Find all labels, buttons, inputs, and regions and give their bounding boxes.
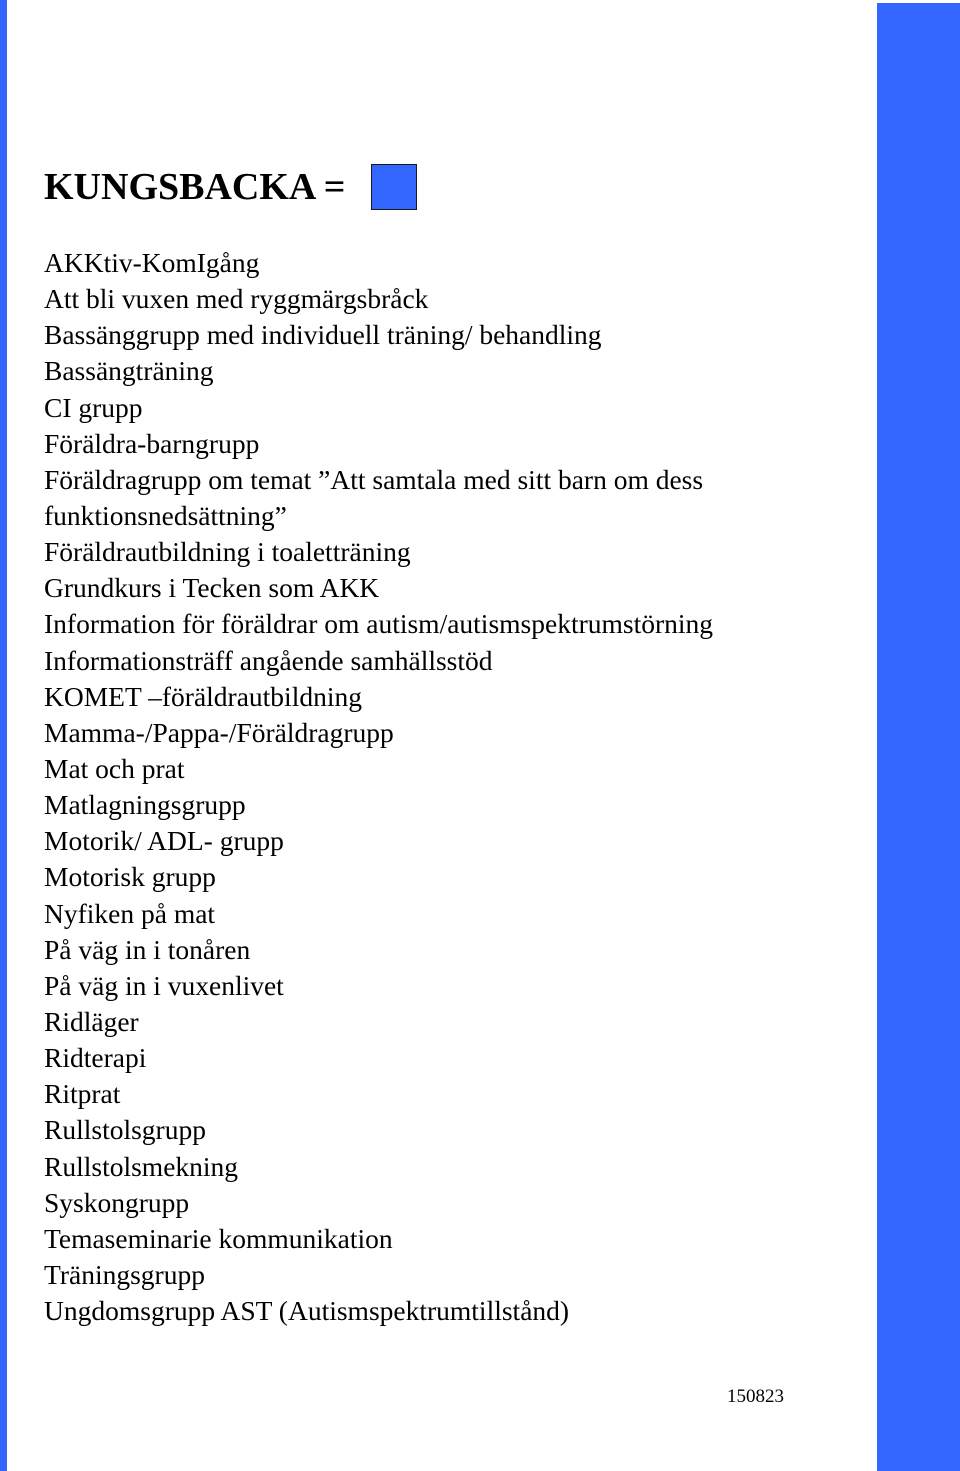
list-item: Information för föräldrar om autism/autismspektrumstörning <box>44 608 714 640</box>
list-item: Att bli vuxen med ryggmärgsbråck <box>44 283 429 315</box>
right-color-band <box>877 3 960 1471</box>
list-item: funktionsnedsättning” <box>44 499 287 531</box>
list-item: Bassängträning <box>44 355 214 387</box>
list-item: Nyfiken på mat <box>44 897 216 929</box>
list-item: Syskongrupp <box>44 1186 190 1218</box>
list-item: På väg in i tonåren <box>44 933 251 965</box>
list-item: Matlagningsgrupp <box>44 789 246 821</box>
document-code: 150823 <box>727 1386 784 1407</box>
list-item: Träningsgrupp <box>44 1258 205 1290</box>
legend-color-swatch <box>371 164 417 210</box>
title-row <box>44 162 417 212</box>
activity-list <box>44 245 713 1329</box>
list-item: Rullstolsmekning <box>44 1150 239 1182</box>
list-item: Temaseminarie kommunikation <box>44 1222 393 1254</box>
left-border-rule <box>0 0 7 1471</box>
list-item: Ridterapi <box>44 1042 147 1074</box>
list-item: Mat och prat <box>44 752 185 784</box>
list-item: Motorisk grupp <box>44 861 216 893</box>
list-item: Grundkurs i Tecken som AKK <box>44 572 380 604</box>
list-item: På väg in i vuxenlivet <box>44 969 284 1001</box>
list-item: KOMET –föräldrautbildning <box>44 680 362 712</box>
list-item: Ritprat <box>44 1078 121 1110</box>
list-item: Informationsträff angående samhällsstöd <box>44 644 493 676</box>
list-item: CI grupp <box>44 391 143 423</box>
list-item: Mamma-/Pappa-/Föräldragrupp <box>44 716 394 748</box>
list-item: Ridläger <box>44 1005 139 1037</box>
list-item: Motorik/ ADL- grupp <box>44 825 284 857</box>
list-item: Föräldra-barngrupp <box>44 427 260 459</box>
list-item: AKKtiv-KomIgång <box>44 247 260 278</box>
list-item: Föräldrautbildning i toaletträning <box>44 536 411 568</box>
page-title: KUNGSBACKA = <box>44 166 346 208</box>
list-item: Rullstolsgrupp <box>44 1114 206 1146</box>
list-item: Ungdomsgrupp AST (Autismspektrumtillstånd) <box>44 1295 570 1327</box>
list-item: Bassänggrupp med individuell träning/ behandling <box>44 319 602 351</box>
list-item: Föräldragrupp om temat ”Att samtala med sitt barn om dess <box>44 463 704 495</box>
